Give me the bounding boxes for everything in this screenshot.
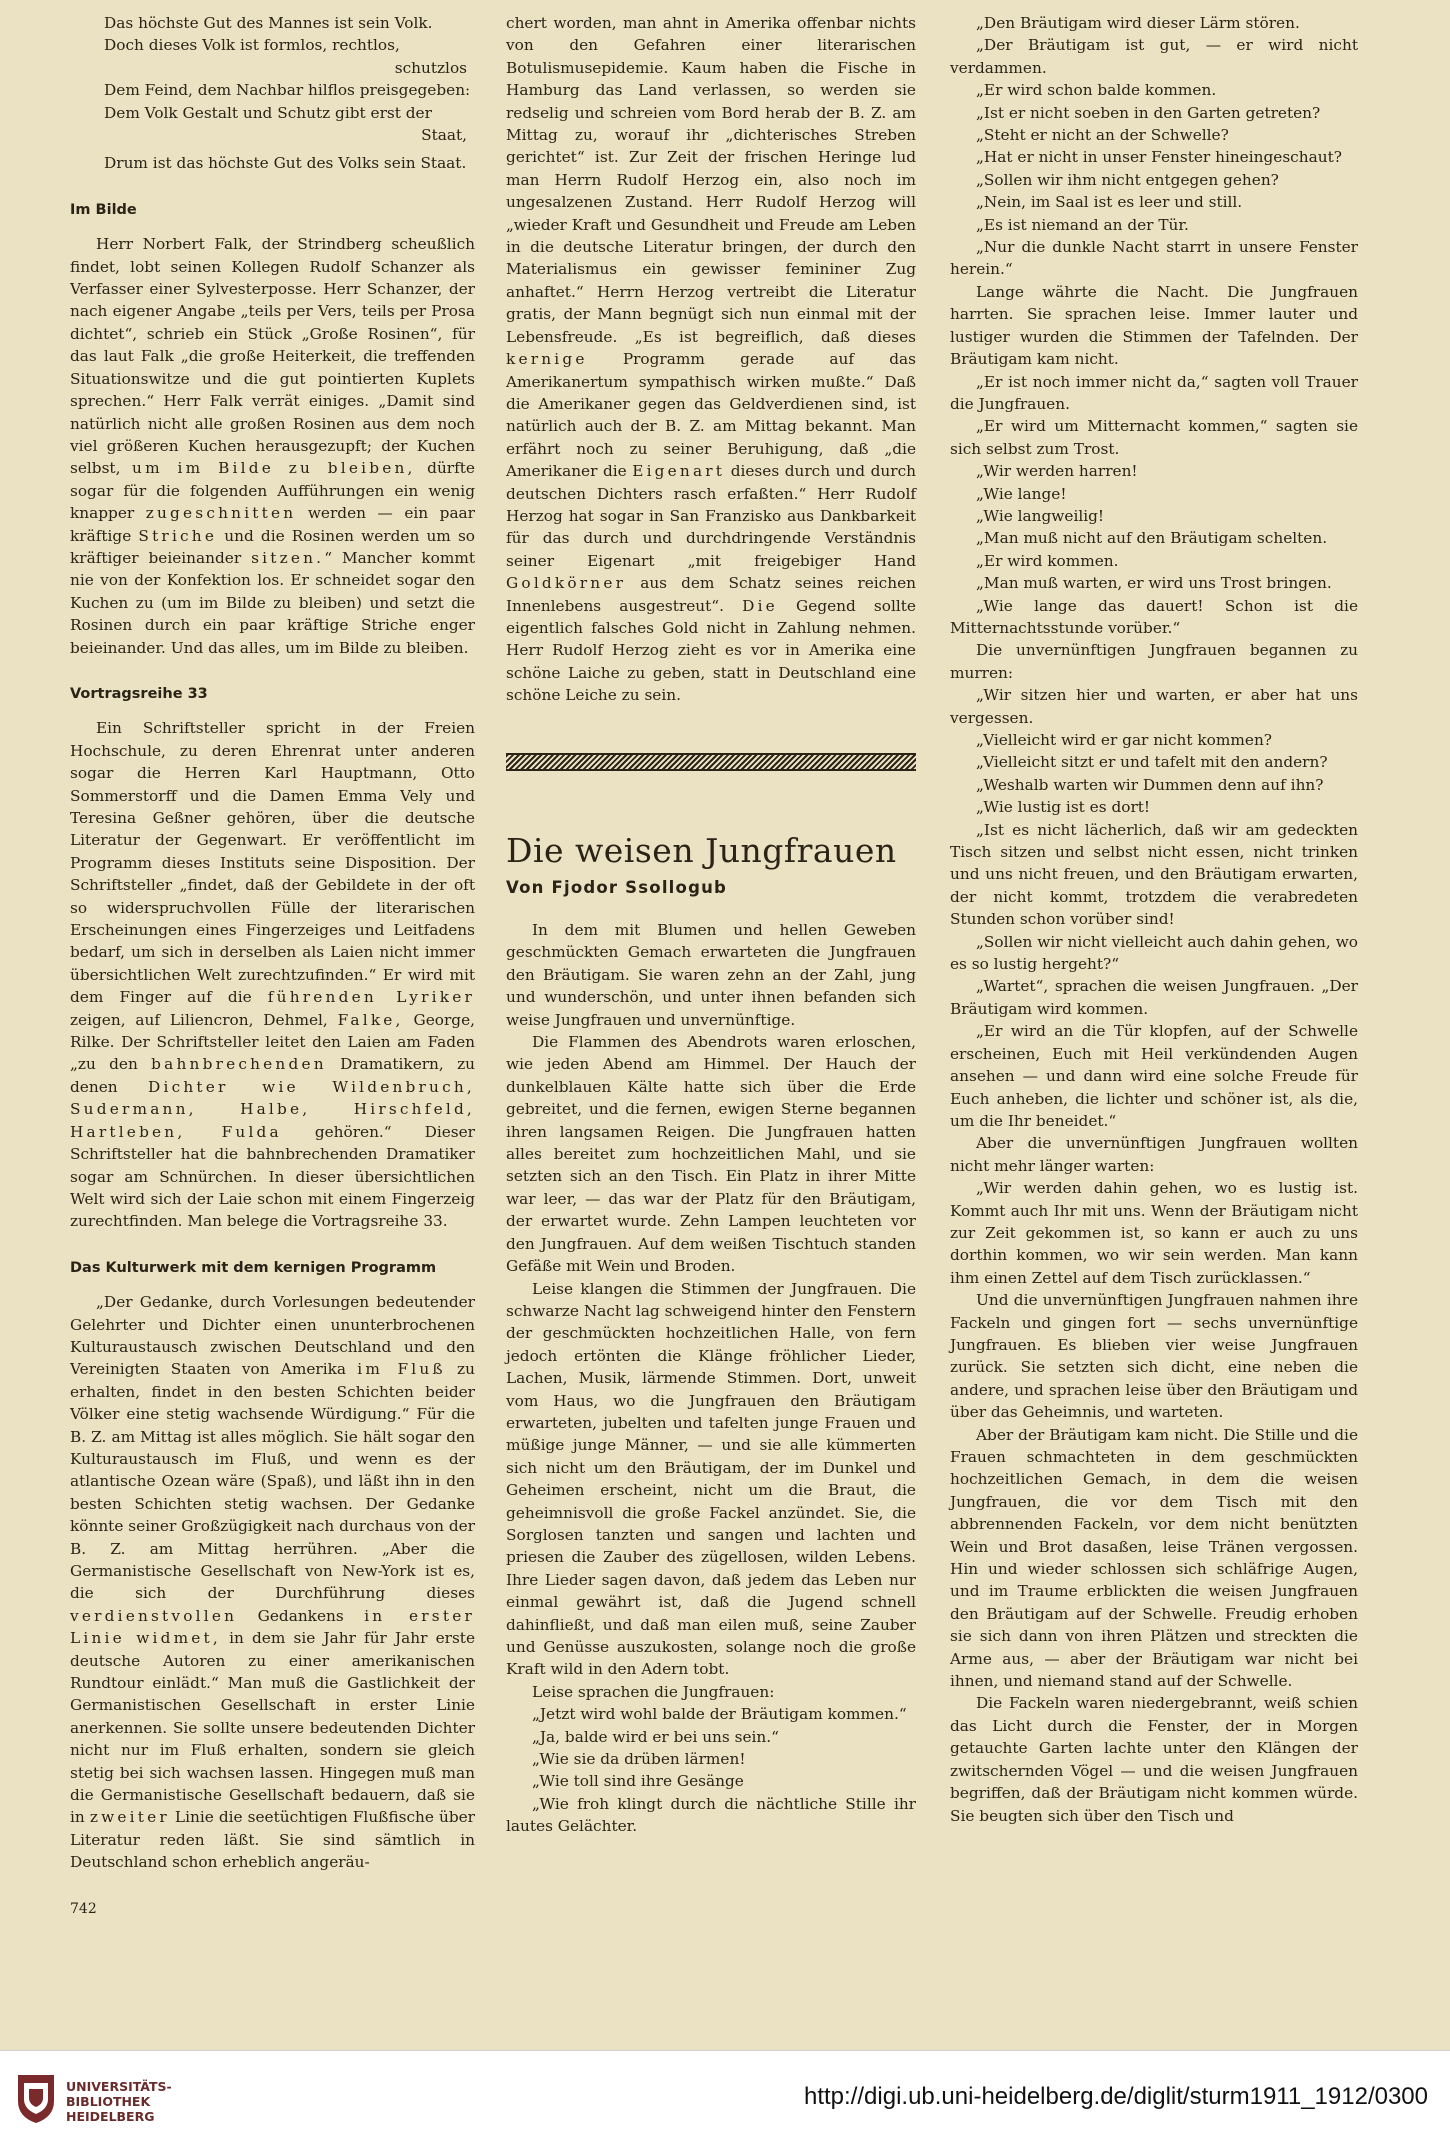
paragraph: „Er ist noch immer nicht da,“ sagten voll Trauer die Jungfrauen.	[950, 372, 1358, 413]
paragraph: „Wie froh klingt durch die nächtliche Stille ihr lautes Gelächter.	[506, 1794, 916, 1836]
paragraph: „Er wird schon balde kommen.	[976, 81, 1217, 100]
text: Herr Norbert Falk, der Strindberg scheußlich findet, lobt seinen Kollegen Rudolf Schanzer als Verfasser einer Sylvesterposse. Herr Schanzer, der nach eigener Angabe „teils per Vers, teils per Prosa dichtet“, schrieb ein Stück „Große Rosinen“, für das laut Falk „die große Heiterkeit, die treffenden Situationswitze und die gut pointierten Kuplets sprechen.“ Herr Falk verrät einiges. „Damit sind natürlich nicht alle großen Rosinen aus dem noch viel größeren Kuchen herausgezupft; der Kuchen selbst,	[70, 235, 475, 478]
paragraph: „Wir werden dahin gehen, wo es lustig ist. Kommt auch Ihr mit uns. Wenn der Bräutigam nicht zur Zeit gekommen ist, so kann er auch zu uns dorthin kommen, wo wir sein werden. Man kann ihm einen Zettel auf dem Tisch zurücklassen.“	[950, 1179, 1358, 1287]
poem-line: Dem Feind, dem Nachbar hilflos preisgegeben:	[104, 81, 471, 100]
poem	[70, 12, 475, 175]
library-line: HEIDELBERG	[66, 2109, 155, 2124]
paragraph: „Wir sitzen hier und warten, er aber hat uns vergessen.	[950, 686, 1358, 727]
paragraph: Die Flammen des Abendrots waren erloschen, wie jeden Abend am Himmel. Der Hauch der dunkelblauen Kälte hatte sich über die Erde gebreitet, und die fernen, ewigen Sterne begannen ihren langsamen Reigen. Die Jungfrauen hatten alles bereitet zum hochzeitlichen Mahl, und sie setzten sich an den Tisch. Ein Platz in ihrer Mitte war leer, — das war der Platz für den Bräutigam, der erwartet wurde. Zehn Lampen leuchteten vor den Jungfrauen. Auf dem weißen Tischtuch standen Gefäße mit Wein und Broden.	[506, 1033, 916, 1276]
spaced-text: kernige	[506, 350, 588, 369]
section-heading-im-bilde: Im Bilde	[70, 201, 137, 218]
footer-bar	[0, 2050, 1450, 2145]
paragraph: „Ist er nicht soeben in den Garten getreten?	[976, 103, 1321, 122]
spaced-text: sitzen.	[251, 548, 325, 567]
text: Gegend sollte eigentlich falsches Gold nicht in Zahlung nehmen. Herr Rudolf Herzog zieht es vor in Amerika eine schöne Laiche zu geben, statt in Deutschland eine schöne Leiche zu sein.	[506, 596, 916, 705]
poem-line: Doch dieses Volk ist formlos, rechtlos,	[104, 36, 400, 55]
paragraph	[70, 717, 475, 1232]
text: werden — ein paar kräftige	[70, 504, 475, 545]
column-1	[70, 12, 475, 1920]
paragraph: In dem mit Blumen und hellen Geweben geschmückten Gemach erwarteten die Jungfrauen den Bräutigam. Sie waren zehn an der Zahl, jung und wunderschön, und unter ihnen befanden sich weise Jungfrauen und unvernünftige.	[506, 921, 916, 1029]
paragraph: „Steht er nicht an der Schwelle?	[976, 126, 1229, 145]
article-author: Von Fjodor Ssollogub	[506, 877, 728, 897]
paragraph: Lange währte die Nacht. Die Jungfrauen harrten. Sie sprachen leise. Immer lauter und lustiger wurden die Stimmen der Tafelnden. Der Bräutigam kam nicht.	[950, 282, 1358, 369]
paragraph: Leise sprachen die Jungfrauen:	[532, 1682, 775, 1701]
text: „Der Gedanke, durch Vorlesungen bedeutender Gelehrter und Dichter einen ununterbrochenen Kulturaustausch zwischen Deutschland und den Vereinigten Staaten von Amerika	[70, 1293, 475, 1379]
paragraph: Aber die unvernünftigen Jungfrauen wollten nicht mehr länger warten:	[950, 1134, 1358, 1175]
spaced-text: Die	[742, 596, 778, 615]
paragraph: „Wie langweilig!	[976, 506, 1105, 525]
article-title: Die weisen Jungfrauen	[506, 830, 897, 870]
text: in dem sie Jahr für Jahr erste deutsche Autoren zu einer amerikanischen Rundtour einlädt.“ Man muß die Gastlichkeit der Germanistischen Gesellschaft in erster Linie anerkennen. Sie sollte unsere bedeutenden Dichter nicht nur im Fluß erhalten, sondern sie gleich stetig bei sich wachsen lassen. Hingegen muß man die Germanistische Gesellschaft bedauern, daß sie in	[70, 1629, 475, 1827]
poem-line: Staat,	[421, 126, 467, 145]
spaced-text: um im Bilde zu bleiben,	[132, 459, 416, 478]
library-line: BIBLIOTHEK	[66, 2094, 151, 2109]
spaced-text: Striche	[138, 526, 218, 545]
column-2	[506, 12, 916, 1838]
text: zu erhalten, findet in den besten Schichten beider Völker eine stetig wachsende Würdigung.“ Für die B. Z. am Mittag ist alles möglich. Sie hält sogar den Kulturaustausch im Fluß, und wenn es der atlantische Ozean wäre (Spaß), und läßt ihn in den besten Schichten stetig wachsen. Der Gedanke könnte seiner Großzügigkeit nach durchaus von der B. Z. am Mittag herrühren. „Aber die Germanistische Gesellschaft von New-York ist es, die sich der Durchführung dieses	[70, 1360, 475, 1603]
text: dieses durch und durch deutschen Dichters rasch erfaßten.“ Herr Rudolf Herzog hat sogar in San Franzisko aus Dankbarkeit für das durch und durchdringende Verständnis seiner Eigenart „mit freigebiger Hand	[506, 462, 916, 570]
paragraph	[70, 1291, 475, 1874]
paragraph: „Er wird um Mitternacht kommen,“ sagten sie sich selbst zum Trost.	[950, 417, 1358, 458]
section-heading-vortragsreihe: Vortragsreihe 33	[70, 685, 208, 702]
spaced-text: Falke,	[337, 1010, 404, 1029]
text: aus dem Schatz seines reichen Innenlebens ausgestreut“.	[506, 574, 916, 615]
paragraph: „Wie lange!	[976, 484, 1067, 503]
paragraph: „Er wird kommen.	[976, 551, 1119, 570]
source-url-link[interactable]: http://digi.ub.uni-heidelberg.de/diglit/sturm1911_1912/0300	[804, 2083, 1428, 2110]
poem-line: schutzlos	[394, 58, 467, 77]
paragraph: „Wie toll sind ihre Gesänge	[532, 1772, 744, 1791]
text: George, Rilke. Der Schriftsteller leitet den Laien am Faden „zu den	[70, 1010, 475, 1074]
paragraph: „Der Bräutigam ist gut, — er wird nicht verdammen.	[950, 36, 1358, 77]
paragraph: „Man muß nicht auf den Bräutigam schelten.	[976, 529, 1328, 548]
paragraph: „Nein, im Saal ist es leer und still.	[976, 193, 1243, 212]
paragraph: „Weshalb warten wir Dummen denn auf ihn?	[976, 775, 1324, 794]
section-heading-kulturwerk: Das Kulturwerk mit dem kernigen Programm	[70, 1259, 437, 1276]
paragraph: „Ist es nicht lächerlich, daß wir am gedeckten Tisch sitzen und selbst nicht essen, nicht trinken und uns nicht freuen, und den Bräutigam erwarten, der nicht kommt, trotzdem die verabredeten Stunden schon vorüber sind!	[950, 820, 1358, 929]
paragraph: „Vielleicht sitzt er und tafelt mit den andern?	[976, 753, 1328, 772]
paragraph: Die Fackeln waren niedergebrannt, weiß schien das Licht durch die Fenster, der in Morgen getauchte Garten lachte unter den Klängen der zwitschernden Vögel — und die weisen Jungfrauen begriffen, daß der Bräutigam nicht kommen würde. Sie beugten sich über den Tisch und	[950, 1694, 1358, 1825]
poem-line: Das höchste Gut des Mannes ist sein Volk.	[104, 14, 433, 32]
spaced-text: zweiter	[89, 1808, 170, 1827]
text: Ein Schriftsteller spricht in der Freien Hochschule, zu deren Ehrenrat unter anderen sogar die Herren Karl Hauptmann, Otto Sommerstorff und die Damen Emma Vely und Teresina Geßner gehören, über die deutsche Literatur der Gegenwart. Er veröffentlicht im Programm dieses Instituts seine Disposition. Der Schriftsteller „findet, daß der Gebildete in der oft so widerspruchvollen Fülle der literarischen Erscheinungen eines Fingerzeiges und Leitfadens bedarf, um sich in derselben als Laien nicht immer übersichtlichen Welt zurechtzufinden.“ Er wird mit dem Finger auf die	[70, 719, 475, 1007]
spaced-text: Goldkörner	[506, 574, 627, 593]
paragraph: „Es ist niemand an der Tür.	[976, 215, 1189, 234]
column-3	[950, 12, 1358, 1827]
paragraph: „Wie lange das dauert! Schon ist die Mitternachtsstunde vorüber.“	[950, 596, 1358, 637]
text: Gedankens	[257, 1606, 344, 1625]
spaced-text: führenden Lyriker	[267, 988, 475, 1007]
text: gehören.“ Dieser Schriftsteller hat die bahnbrechenden Dramatiker sogar am Schnürchen. In dieser übersichtlichen Welt wird sich der Laie schon mit einem Fingerzeig zurechtfinden. Man belege die Vortragsreihe 33.	[70, 1122, 475, 1231]
paragraph: „Wie lustig ist es dort!	[976, 798, 1151, 817]
paragraph: „Den Bräutigam wird dieser Lärm stören.	[976, 14, 1300, 32]
paragraph: „Sollen wir nicht vielleicht auch dahin gehen, wo es so lustig hergeht?“	[950, 932, 1358, 974]
paragraph: „Wir werden harren!	[976, 462, 1138, 481]
paragraph: „Vielleicht wird er gar nicht kommen?	[976, 731, 1273, 749]
text: Dramatikern, zu denen	[70, 1055, 475, 1096]
poem-line: Drum ist das höchste Gut des Volks sein Staat.	[104, 154, 467, 173]
spaced-text: in erster Linie widmet,	[70, 1606, 475, 1648]
paragraph: Die unvernünftigen Jungfrauen begannen zu murren:	[950, 641, 1358, 682]
spaced-text: zugeschnitten	[145, 504, 297, 523]
paragraph: Leise klangen die Stimmen der Jungfrauen. Die schwarze Nacht lag schweigend hinter den Fenstern der geschmückten hochzeitlichen Halle, von fern jedoch ertönten die Klänge fröhlicher Lieder, Lachen, Musik, lärmende Stimmen. Dort, unweit vom Haus, wo die Jungfrauen den Bräutigam erwarteten, jubelten und tafelten junge Frauen und müßige junge Männer, — und sie alle kümmerten sich nicht um den Bräutigam, der im Dunkel und Geheimen erscheint, nicht um die Braut, die geheimnisvoll die große Fackel anzündet. Sie, die Sorglosen tanzten und sangen und lachten und priesen die Zauber des zügellosen, wilden Lebens. Ihre Lieder sagen davon, daß jedem das Leben nur einmal gewährt ist, daß die Jugend schnell dahinfließt, und daß man eilen muß, seine Zauber und Genüsse auszukosten, solange noch die große Kraft wild in den Adern tobt.	[506, 1279, 916, 1679]
spaced-text: Dichter wie Wildenbruch, Sudermann, Halbe, Hirschfeld, Hartleben, Fulda	[70, 1077, 475, 1141]
poem-line: Dem Volk Gestalt und Schutz gibt erst der	[104, 103, 432, 122]
paragraph	[70, 233, 475, 659]
university-logo-icon	[14, 2071, 58, 2125]
paragraph: „Man muß warten, er wird uns Trost bringen.	[976, 574, 1332, 593]
text: “ Mancher kommt nie von der Konfektion los. Er schneidet sogar den Kuchen zu (um im Bilde zu bleiben) und setzt die Rosinen durch ein paar kräftige Striche enger beieinander. Und das alles, um im Bilde zu bleiben.	[70, 548, 475, 657]
paragraph: „Jetzt wird wohl balde der Bräutigam kommen.“	[532, 1705, 907, 1724]
text: dürfte sogar für die folgenden Aufführungen ein wenig knapper	[70, 459, 475, 523]
paragraph: Aber der Bräutigam kam nicht. Die Stille und die Frauen schmachteten in dem geschmückten hochzeitlichen Gemach, in dem die weisen Jungfrauen, die vor dem Tisch mit den abbrennenden Fackeln, vor dem nicht benützten Wein und Brot dasaßen, leise Tränen vergossen. Hin und wieder schlossen sich schläfrige Augen, und im Traume erblickten die weisen Jungfrauen den Bräutigam auf der Schwelle. Freudig erhoben sie sich dann von ihren Plätzen und streckten die Arme aus, — aber der Bräutigam war nicht bei ihnen, und niemand stand auf der Schwelle.	[950, 1425, 1358, 1691]
paragraph: „Er wird an die Tür klopfen, auf der Schwelle erscheinen, Euch mit Heil verkündenden Augen ansehen — und dann wird eine solche Freude für Euch anheben, die lichter und schöner ist, als die, um die Ihr beneidet.“	[950, 1022, 1358, 1130]
paragraph: „Sollen wir ihm nicht entgegen gehen?	[976, 170, 1279, 189]
paragraph: „Ja, balde wird er bei uns sein.“	[532, 1727, 779, 1746]
paragraph: „Nur die dunkle Nacht starrt in unsere Fenster herein.“	[950, 238, 1358, 279]
text: Programm gerade auf das Amerikanertum sympathisch wirken mußte.“ Daß die Amerikaner gegen das Geldverdienen sind, ist natürlich auch der B. Z. am Mittag bekannt. Man erfährt noch zu seiner Beruhigung, daß „die Amerikaner die	[506, 350, 916, 481]
spaced-text: verdienstvollen	[70, 1606, 238, 1625]
library-line: UNIVERSITÄTS-	[66, 2079, 172, 2094]
spaced-text: bahnbrechenden	[151, 1055, 327, 1074]
paragraph	[506, 12, 916, 707]
text: chert worden, man ahnt in Amerika offenbar nichts von den Gefahren einer literarischen Botulismusepidemie. Kaum haben die Fische in Hamburg das Land verlassen, so werden sie redselig und schreien vom Bord herab der B. Z. am Mittag zu, worauf ihr „dichterisches Streben gerichtet“ ist. Zur Zeit der frischen Heringe lud man Herrn Rudolf Herzog ein, also noch im ungesalzenen Zustand. Herr Rudolf Herzog will „wieder Kraft und Gesundheit und Freude am Leben in die deutsche Literatur bringen, der durch den Materialismus ein gewisser femininer Zug anhaftet.“ Herrn Herzog vertreibt die Literatur gratis, der Mann begnügt sich nun einmal mit der Lebensfreude. „Es ist begreiflich, daß dieses	[506, 14, 916, 346]
paragraph: „Wie sie da drüben lärmen!	[532, 1750, 746, 1769]
text: und die Rosinen werden um so kräftiger beieinander	[70, 526, 476, 567]
paragraph: „Wartet“, sprachen die weisen Jungfrauen. „Der Bräutigam wird kommen.	[950, 977, 1358, 1018]
paragraph: „Hat er nicht in unser Fenster hineingeschaut?	[976, 148, 1342, 167]
spaced-text: Eigenart	[632, 462, 726, 481]
ornamental-divider	[506, 753, 916, 771]
spaced-text: im Fluß	[357, 1360, 446, 1379]
text: Linie die seetüchtigen Flußfische über Literatur reden läßt. Sie sind sämtlich in Deutschland schon erheblich angeräu-	[70, 1808, 475, 1872]
paragraph: Und die unvernünftigen Jungfrauen nahmen ihre Fackeln und gingen fort — sechs unvernünftige Jungfrauen. Es blieben vier weise Jungfrauen zurück. Sie setzten sich dicht, eine neben die andere, und sprachen leise über den Bräutigam und über das Geheimnis, und warteten.	[950, 1291, 1358, 1422]
text: zeigen, auf Liliencron, Dehmel,	[70, 1010, 328, 1029]
library-name	[66, 2079, 172, 2124]
page-number: 742	[70, 1900, 97, 1917]
